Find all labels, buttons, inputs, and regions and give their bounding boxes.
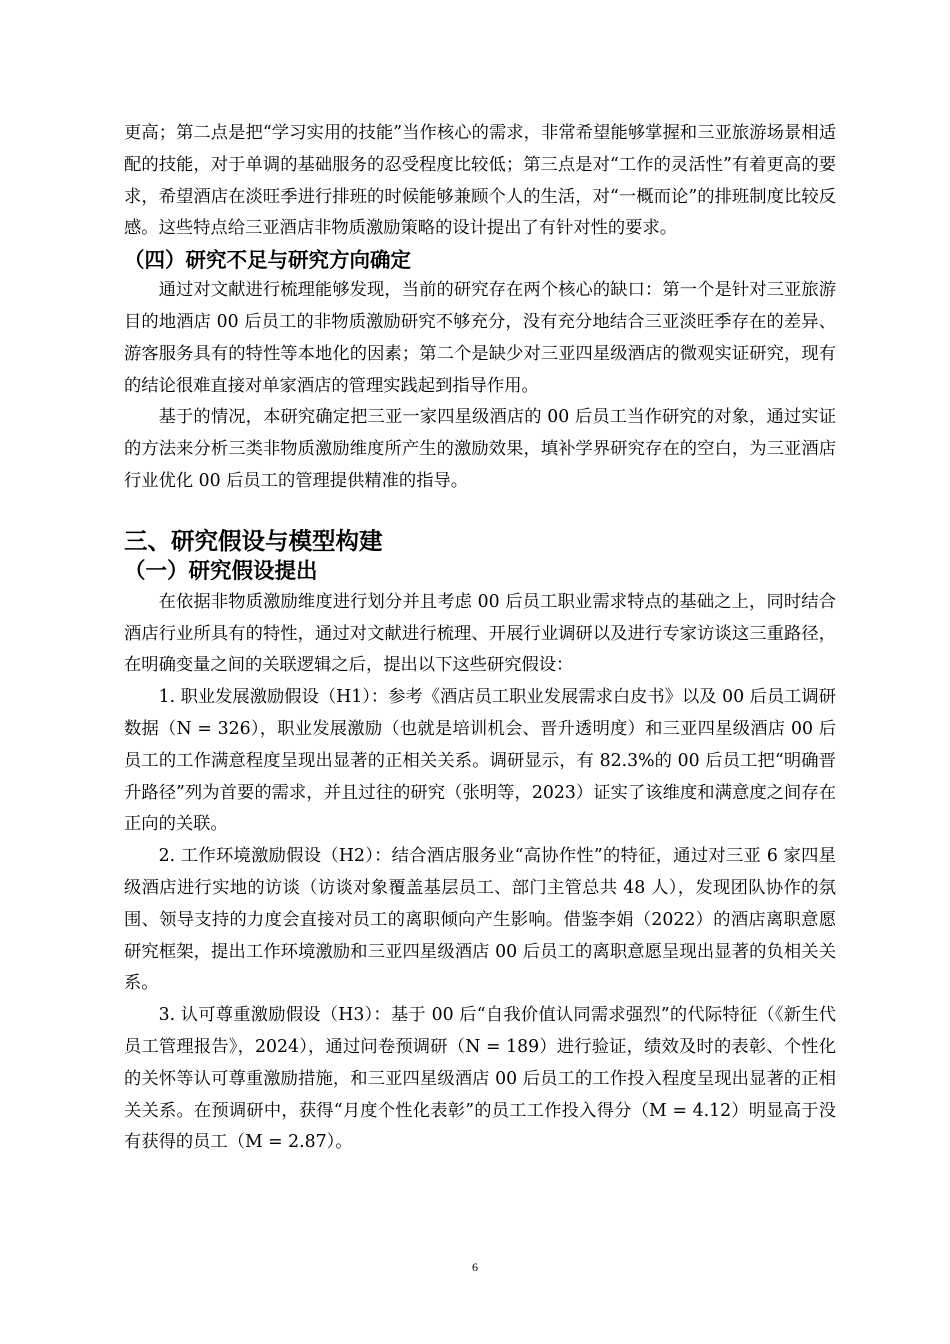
hypothesis-h3: 3. 认可尊重激励假设（H3）：基于 00 后“自我价值认同需求强烈”的代际特征（《新生代员工管理报告》，2024），通过问卷预调研（N = 189）进行验证，绩效及时的表彰、个性化的关怀等认可尊重激励措施，和三亚四星级酒店 00 后员工的工作投入程度呈现出显著的正相关关系。在预调研中，获得“月度个性化表彰”的员工工作投入得分（M = 4.12）明显高于没有获得的员工（M = 2.87）。 <box>124 1005 836 1153</box>
intro-paragraph: 更高；第二点是把“学习实用的技能”当作核心的需求，非常希望能够掌握和三亚旅游场景相适配的技能，对于单调的基础服务的忍受程度比较低；第三点是对“工作的灵活性”有着更高的要求，希望酒店在淡旺季进行排班的时候能够兼顾个人的生活，对“一概而论”的排班制度比较反感。这些特点给三亚酒店非物质激励策略的设计提出了有针对性的要求。 <box>124 123 836 239</box>
section-4-paragraph-1: 通过对文献进行梳理能够发现，当前的研究存在两个核心的缺口：第一个是针对三亚旅游目的地酒店 00 后员工的非物质激励研究不够充分，没有充分地结合三亚淡旺季存在的差异、游客服务具有的特性等本地化的因素；第二个是缺少对三亚四星级酒店的微观实证研究，现有的结论很难直接对单家酒店的管理实践起到指导作用。 <box>124 280 836 396</box>
hypothesis-h2: 2. 工作环境激励假设（H2）：结合酒店服务业“高协作性”的特征，通过对三亚 6 家四星级酒店进行实地的访谈（访谈对象覆盖基层员工、部门主管总共 48 人），发现团队协作的氛围、领导支持的力度会直接对员工的离职倾向产生影响。借鉴李娟（2022）的酒店离职意愿研究框架，提出工作环境激励和三亚四星级酒店 00 后员工的离职意愿呈现出显著的负相关关系。 <box>124 846 836 994</box>
chapter-3-heading: 三、研究假设与模型构建 <box>124 526 383 555</box>
section-4-paragraph-2: 基于的情况，本研究确定把三亚一家四星级酒店的 00 后员工当作研究的对象，通过实证的方法来分析三类非物质激励维度所产生的激励效果，填补学界研究存在的空白，为三亚酒店行业优化 00 后员工的管理提供精准的指导。 <box>124 407 836 491</box>
chapter-3-subheading: （一）研究假设提出 <box>124 558 318 584</box>
section-4-heading: （四）研究不足与研究方向确定 <box>124 248 411 273</box>
hypothesis-h1: 1. 职业发展激励假设（H1）：参考《酒店员工职业发展需求白皮书》以及 00 后员工调研数据（N = 326），职业发展激励（也就是培训机会、晋升透明度）和三亚四星级酒店 00 后员工的工作满意程度呈现出显著的正相关关系。调研显示，有 82.3%的 00 后员工把“明确晋升路径”列为首要的需求，并且过往的研究（张明等，2023）证实了该维度和满意度之间存在正向的关联。 <box>124 687 836 835</box>
page-number: 6 <box>472 1260 478 1274</box>
page-content <box>124 118 836 1159</box>
chapter-3-intro: 在依据非物质激励维度进行划分并且考虑 00 后员工职业需求特点的基础之上，同时结合酒店行业所具有的特性，通过对文献进行梳理、开展行业调研以及进行专家访谈这三重路径，在明确变量之间的关联逻辑之后，提出以下这些研究假设： <box>124 591 836 676</box>
